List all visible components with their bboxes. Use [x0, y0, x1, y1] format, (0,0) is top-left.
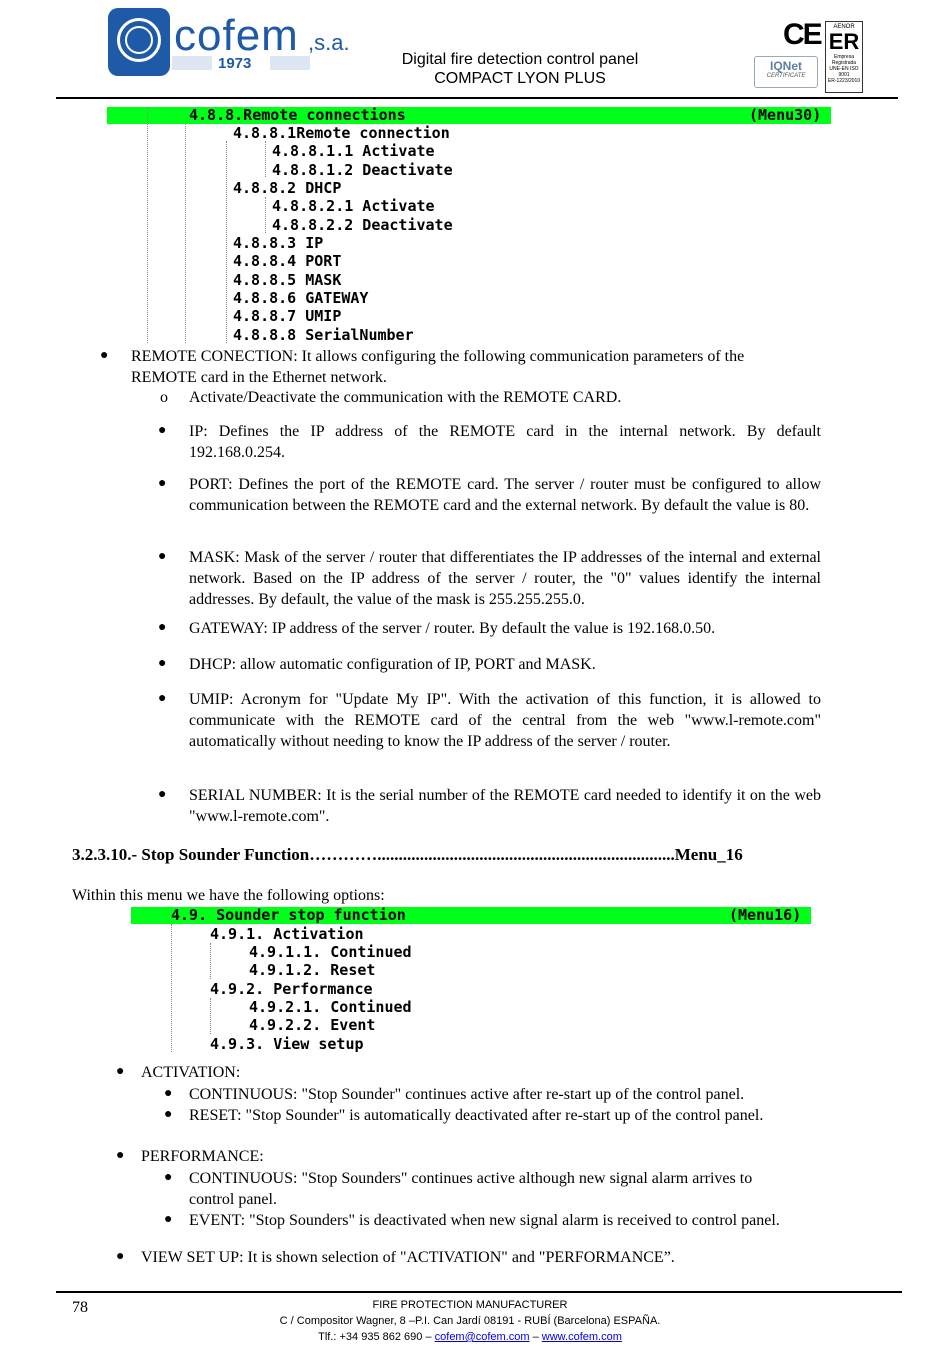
menu16-header	[131, 907, 811, 924]
menu30-item: 4.8.8.2.2 Deactivate	[272, 216, 453, 234]
footer-separator: –	[529, 1331, 542, 1343]
bullet-icon: ●	[158, 691, 167, 706]
logo-wordmark: cofem	[174, 11, 299, 60]
logo-suffix: ,s.a.	[308, 30, 350, 55]
menu16-item: 4.9.2. Performance	[210, 980, 373, 998]
bullet-icon: ●	[164, 1170, 173, 1185]
menu16-item: 4.9.2.1. Continued	[249, 998, 412, 1016]
menu16-item: 4.9.1. Activation	[210, 925, 364, 943]
section-intro: Within this menu we have the following options:	[72, 887, 385, 904]
remote-intro-line-2: REMOTE card in the Ethernet network.	[131, 369, 387, 386]
bullet-icon: ●	[158, 656, 167, 671]
remote-dhcp: DHCP: allow automatic configuration of IP, PORT and MASK.	[189, 656, 596, 673]
menu30-item: 4.8.8.1Remote connection	[233, 124, 450, 142]
bullet-icon: ●	[116, 1249, 125, 1264]
logo-year: 1973	[218, 55, 252, 72]
menu30-item: 4.8.8.2.1 Activate	[272, 197, 435, 215]
menu30-item: 4.8.8.2 DHCP	[233, 179, 342, 197]
menu16-item: 4.9.1.1. Continued	[249, 943, 412, 961]
option-performance-continuous-line-2: control panel.	[189, 1191, 277, 1208]
menu30-header	[107, 107, 831, 124]
title-line-1: Digital fire detection control panel	[401, 51, 639, 68]
bullet-icon: ●	[158, 787, 167, 802]
menu30-item: 4.8.8.7 UMIP	[233, 307, 342, 325]
option-activation: ACTIVATION:	[141, 1064, 241, 1081]
option-activation-continuous: CONTINUOUS: "Stop Sounder" continues active after re-start up of the control panel.	[189, 1086, 745, 1103]
bullet-icon: ●	[158, 620, 167, 635]
document-title	[360, 50, 680, 88]
bullet-icon: ●	[116, 1064, 125, 1079]
footer-website-link[interactable]: www.cofem.com	[541, 1331, 622, 1343]
bullet-icon: ●	[164, 1086, 173, 1101]
remote-umip: UMIP: Acronym for "Update My IP". With the activation of this function, it is allowed to communicate with the REMOTE card of the central from the web "www.l-remote.com" automatically without needing to know the IP address of the server / router.	[189, 691, 821, 750]
menu16-item: 4.9.3. View setup	[210, 1035, 364, 1053]
bullet-icon: ●	[100, 348, 109, 363]
option-view-setup: VIEW SET UP: It is shown selection of "ACTIVATION" and "PERFORMANCE”.	[141, 1249, 675, 1266]
option-performance-continuous-line-1: CONTINUOUS: "Stop Sounders" continues active although new signal alarm arrives to	[189, 1170, 753, 1187]
footer-address	[200, 1297, 740, 1345]
menu30-item: 4.8.8.1.1 Activate	[272, 142, 435, 160]
footer-email-link[interactable]: cofem@cofem.com	[434, 1331, 530, 1343]
menu30-item: 4.8.8.3 IP	[233, 234, 324, 252]
menu30-item: 4.8.8.6 GATEWAY	[233, 289, 369, 307]
remote-intro-line-1: REMOTE CONECTION: It allows configuring the following communication parameters of the	[131, 348, 745, 365]
bullet-icon: ●	[158, 549, 167, 564]
footer-line-1: FIRE PROTECTION MANUFACTURER	[372, 1299, 568, 1311]
bullet-icon: ●	[158, 476, 167, 491]
option-activation-reset: RESET: "Stop Sounder" is automatically deactivated after re-start up of the control panel.	[189, 1107, 764, 1124]
aenor-mark: ER	[828, 29, 860, 54]
remote-activate: Activate/Deactivate the communication with the REMOTE CARD.	[189, 389, 622, 406]
menu30-item: 4.8.8.1.2 Deactivate	[272, 161, 453, 179]
menu30-item: 4.8.8.4 PORT	[233, 252, 342, 270]
bullet-icon: ●	[164, 1212, 173, 1227]
section-heading: 3.2.3.10.- Stop Sounder Function…………......................................................................Menu_16	[72, 845, 743, 864]
footer-phone: Tlf.: +34 935 862 690 –	[318, 1331, 435, 1343]
cofem-emblem-icon	[108, 8, 170, 76]
menu30-code: (Menu30)	[749, 106, 822, 124]
bullet-icon: ●	[116, 1148, 125, 1163]
aenor-sub-2: Registrada	[831, 60, 857, 66]
page-number: 78	[72, 1299, 88, 1316]
menu16-code: (Menu16)	[729, 906, 802, 924]
aenor-top: AENOR	[833, 24, 855, 30]
remote-gateway: GATEWAY: IP address of the server / router. By default the value is 192.168.0.50.	[189, 620, 716, 637]
option-performance-event: EVENT: "Stop Sounders" is deactivated when new signal alarm is received to control panel.	[189, 1212, 780, 1229]
footer-line-2: C / Compositor Wagner, 8 –P.I. Can Jardí 08191 - RUBÍ (Barcelona) ESPAÑA.	[279, 1315, 661, 1327]
company-logo	[108, 8, 358, 92]
aenor-code: ER-1223/2010	[827, 78, 861, 84]
menu16-item: 4.9.2.2. Event	[249, 1016, 376, 1034]
iqnet-certificate-badge	[754, 56, 818, 88]
remote-mask: MASK: Mask of the server / router that differentiates the IP addresses of the internal and external network. Based on the IP address of the server / router, the "0" values identify the internal addresses. By default, the value of the mask is 255.255.255.0.	[189, 549, 821, 608]
remote-port: PORT: Defines the port of the REMOTE card. The server / router must be configured to allow communication between the REMOTE card and the external network. By default the value is 80.	[189, 476, 821, 514]
header-divider	[56, 97, 898, 99]
ce-mark-icon: CE	[783, 18, 821, 51]
menu16-item: 4.9.1.2. Reset	[249, 961, 376, 979]
menu30-item: 4.8.8.5 MASK	[233, 271, 342, 289]
remote-serial: SERIAL NUMBER: It is the serial number of the REMOTE card needed to identify it on the web "www.l-remote.com".	[189, 787, 821, 825]
aenor-sub-1: Empresa	[833, 54, 854, 60]
menu30-title: 4.8.8.Remote connections	[189, 106, 406, 124]
sub-bullet-icon: o	[160, 389, 168, 406]
footer-divider	[56, 1291, 902, 1293]
option-performance-continuous	[189, 1168, 829, 1210]
remote-ip: IP: Defines the IP address of the REMOTE card in the internal network. By default 192.168.0.254.	[189, 423, 821, 461]
menu30-item: 4.8.8.8 SerialNumber	[233, 326, 414, 344]
menu16-title: 4.9. Sounder stop function	[171, 906, 406, 924]
option-performance: PERFORMANCE:	[141, 1148, 264, 1165]
bullet-icon: ●	[164, 1107, 173, 1122]
iqnet-sub: CERTIFICATE	[766, 73, 806, 79]
aenor-std: UNE-EN ISO 9001	[829, 66, 859, 78]
aenor-badge	[825, 21, 863, 93]
remote-intro	[131, 346, 821, 388]
iqnet-name: IQNet	[769, 59, 802, 73]
bullet-icon: ●	[158, 423, 167, 438]
footer-line-3	[200, 1329, 740, 1345]
title-line-2: COMPACT LYON PLUS	[434, 70, 606, 87]
